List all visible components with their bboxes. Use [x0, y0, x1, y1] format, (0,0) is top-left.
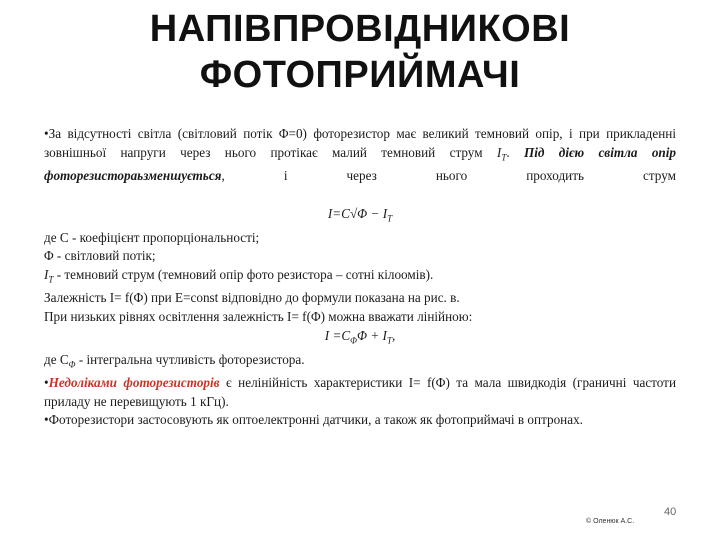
highlight-text: Недоліками фоторезисторів: [48, 375, 220, 391]
paragraph-applications: •Фоторезистори застосовують як оптоелектронні датчики, а також як фотоприймачі в оптронах.: [44, 412, 583, 428]
bullet: •: [44, 375, 49, 391]
formula-text: I=C√Φ − I: [327, 206, 388, 222]
slide-body: [44, 125, 676, 430]
definition-sensitivity: [44, 351, 676, 374]
symbol-i: I: [496, 144, 502, 160]
paragraph-text: •За відсутності світла (світловий потік Φ=0) фоторезистор має великий темновий опір, і при прикладенні зовнішньої напруги через нього протікає малий темновий струм: [44, 126, 676, 160]
title-line-2: ФОТОПРИЙМАЧІ: [199, 54, 521, 96]
definition-text: - інтегральна чутливість фоторезистора.: [75, 351, 305, 367]
definition-c: де С - коефіцієнт пропорціональності;: [44, 229, 260, 245]
definition-text: де C: [44, 351, 69, 367]
formula-subscript: Φ: [350, 335, 357, 346]
symbol-subscript: Φ: [68, 359, 76, 370]
formula-text: ,: [391, 328, 396, 344]
page-number: 40: [664, 506, 677, 518]
definition-text: - темновий струм (темновий опір фото резистора – сотні кілоомів).: [53, 266, 434, 282]
formula-subscript: T: [386, 335, 392, 346]
formula-subscript: T: [387, 213, 393, 224]
low-light-line: При низьких рівнях освітлення залежність I= f(Φ) можна вважати лінійною:: [44, 308, 473, 324]
definition-it: [44, 266, 676, 289]
slide-title: [0, 6, 720, 98]
symbol-subscript: T: [48, 274, 54, 285]
symbol-i: I: [44, 266, 49, 282]
paragraph-text: є нелінійність характеристики I= f(Φ) та мала швидкодія (граничні частоти приладу не перевищують 1 кГц).: [44, 375, 676, 409]
definition-phi: Φ - світловий потік;: [44, 248, 156, 264]
emphasis-text: Під дією світла опір фоторезистораьзменшується: [44, 144, 677, 183]
paragraph-drawbacks: [44, 374, 676, 411]
formula-text: Φ + I: [357, 328, 387, 344]
paragraph-text: , і через нього проходить струм: [221, 167, 676, 183]
paragraph-dark-state: [44, 125, 676, 204]
paragraph-text: .: [506, 144, 524, 160]
dependency-line: Залежність I= f(Φ) при E=const відповідно до формули показана на рис. в.: [44, 290, 460, 306]
formula-2: [44, 326, 676, 351]
title-line-1: НАПІВПРОВІДНИКОВІ: [149, 8, 571, 50]
formula-1: [44, 204, 676, 229]
copyright: © Оленюк А.С.: [586, 518, 635, 525]
formula-text: I =C: [324, 328, 351, 344]
symbol-subscript: Т: [501, 152, 507, 163]
